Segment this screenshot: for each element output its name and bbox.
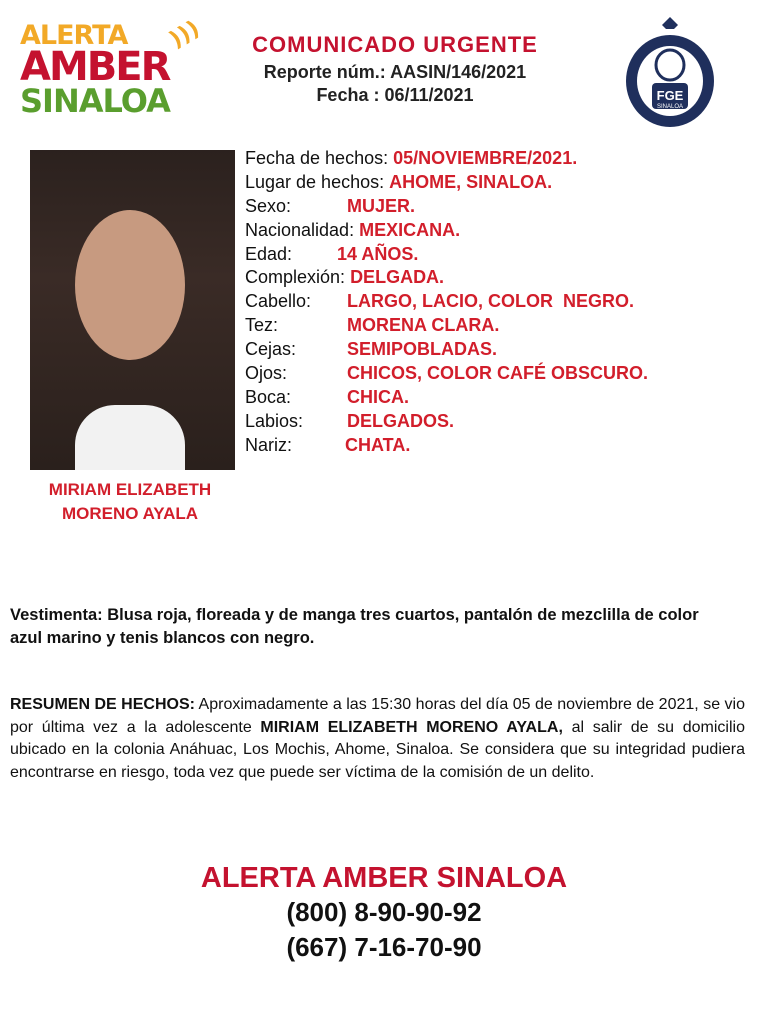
detail-labios <box>245 410 577 434</box>
photo-shirt <box>75 405 185 470</box>
detail-value: MUJER. <box>347 195 416 216</box>
details-list <box>245 147 649 458</box>
photo-face <box>75 210 185 360</box>
detail-label: Cejas: <box>245 339 297 360</box>
phone-2: (667) 7-16-70-90 <box>286 932 482 962</box>
detail-value: SEMIPOBLADAS. <box>347 339 498 360</box>
contact-footer <box>0 862 768 965</box>
detail-value: CHATA. <box>345 434 411 455</box>
summary-label: RESUMEN DE HECHOS: <box>10 696 195 713</box>
footer-title: ALERTA AMBER SINALOA <box>200 862 568 894</box>
person-name <box>20 478 240 526</box>
detail-ojos <box>245 362 649 386</box>
detail-value: MORENA CLARA. <box>347 315 500 336</box>
detail-label: Edad: <box>245 243 293 264</box>
detail-label: Ojos: <box>245 363 288 384</box>
detail-label: Boca: <box>245 386 292 407</box>
page-title: COMUNICADO URGENTE <box>252 32 538 57</box>
detail-cabello <box>245 290 634 314</box>
header <box>200 32 590 106</box>
incident-summary <box>10 694 745 784</box>
clothing-description: Vestimenta: Blusa roja, floreada y de manga tres cuartos, pantalón de mezclilla de color azul marino y tenis blancos con negro. <box>10 606 699 647</box>
fge-seal-logo <box>622 15 718 130</box>
detail-label: Nacionalidad: <box>245 219 355 240</box>
detail-value: CHICOS, COLOR CAFÉ OBSCURO. <box>347 363 649 384</box>
detail-tez <box>245 314 577 338</box>
detail-sexo <box>245 195 577 219</box>
detail-label: Cabello: <box>245 291 312 312</box>
summary-name: MIRIAM ELIZABETH MORENO AYALA, <box>260 718 563 736</box>
detail-label: Labios: <box>245 410 304 431</box>
person-name-line-1: MIRIAM ELIZABETH <box>48 480 212 499</box>
missing-person-photo <box>30 150 235 470</box>
detail-nariz <box>245 434 577 458</box>
detail-value: LARGO, LACIO, COLOR NEGRO. <box>347 291 634 312</box>
logo-line-2: AMBER <box>20 44 170 90</box>
detail-label: Nariz: <box>245 434 293 455</box>
detail-edad <box>245 243 577 267</box>
alerta-amber-logo <box>20 16 210 132</box>
detail-fecha <box>245 147 577 171</box>
detail-value: AHOME, SINALOA. <box>389 171 553 192</box>
report-number: Reporte núm.: AASIN/146/2021 <box>263 62 527 82</box>
detail-complexion <box>245 266 577 290</box>
fge-abbr: FGE <box>656 88 684 103</box>
detail-label: Sexo: <box>245 195 292 216</box>
detail-lugar <box>245 171 577 195</box>
detail-nacionalidad <box>245 219 577 243</box>
person-name-line-2: MORENO AYALA <box>61 504 199 523</box>
phone-1: (800) 8-90-90-92 <box>286 897 482 927</box>
report-date: Fecha : 06/11/2021 <box>316 85 474 105</box>
detail-value: CHICA. <box>347 386 409 407</box>
detail-cejas <box>245 338 577 362</box>
logo-line-1: ALERTA <box>20 20 128 51</box>
detail-value: 14 AÑOS. <box>337 243 419 264</box>
detail-value: DELGADOS. <box>347 410 455 431</box>
fge-state: SINALOA <box>656 104 684 110</box>
detail-label: Fecha de hechos: <box>245 148 389 168</box>
detail-label: Tez: <box>245 315 279 336</box>
detail-value: 05/NOVIEMBRE/2021. <box>393 148 578 168</box>
detail-value: MEXICANA. <box>359 219 461 240</box>
signal-waves-icon: ))) <box>165 16 205 53</box>
detail-label: Complexión: <box>245 267 346 288</box>
detail-boca <box>245 386 577 410</box>
summary-text-2: al salir de su domicilio ubicado en la colonia Anáhuac, Los Mochis, Ahome, Sinaloa. Se considera que su integridad pudiera encontrarse en riesgo, toda vez que puede ser víctima de la comisión de un delito. <box>10 718 745 781</box>
summary-text-1: Aproximadamente a las 15:30 horas del día 05 de noviembre de 2021, se vio por última vez a la adolescente <box>10 696 746 736</box>
detail-label: Lugar de hechos: <box>245 171 385 192</box>
detail-value: DELGADA. <box>350 267 445 288</box>
logo-line-3: SINALOA <box>20 82 170 120</box>
